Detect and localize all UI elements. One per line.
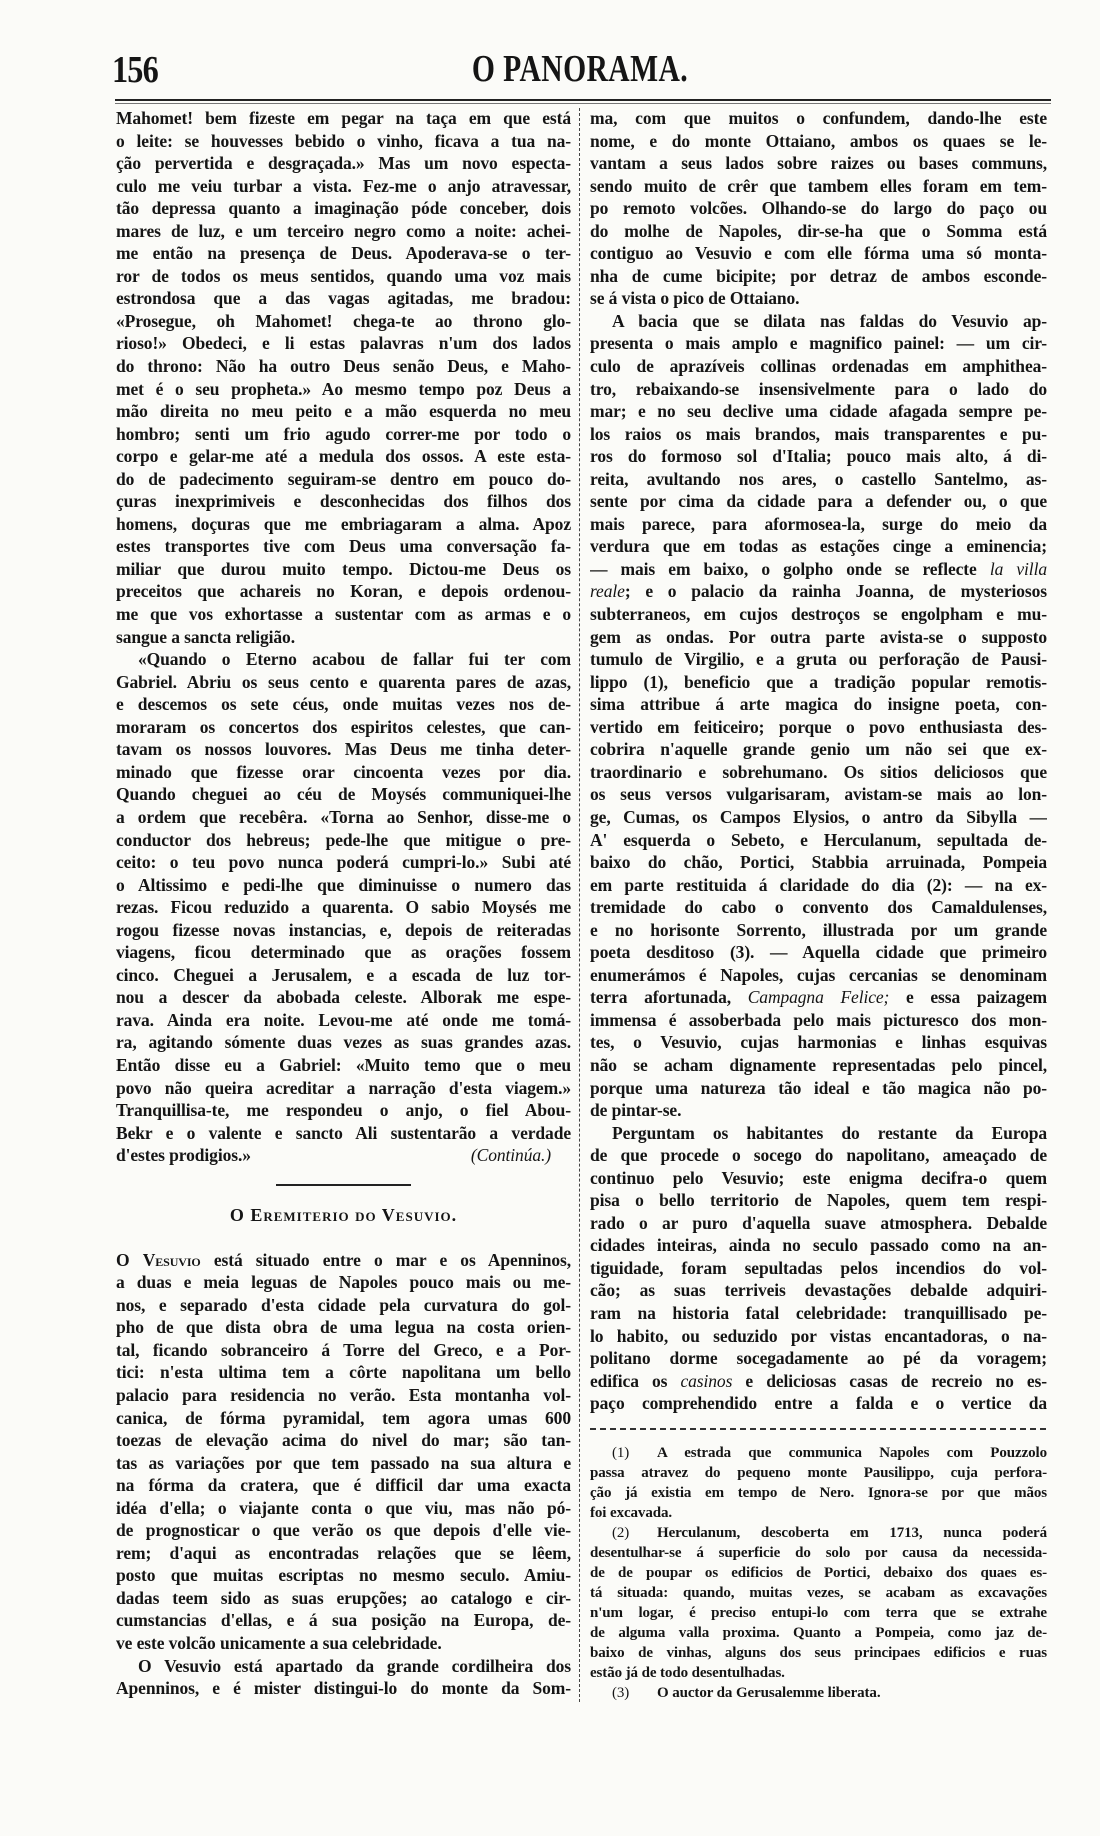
text-line: miliar que durou muito tempo. Dictou-me Deus os (116, 558, 571, 579)
text-line: tes, o Vesuvio, cujas harmonias e linhas esquivas (590, 1032, 1047, 1053)
text-line: gem as ondas. Por outra parte avista-se o supposto (590, 626, 1047, 647)
text-segment: Herculanum, descoberta em 1713, nunca poderá (657, 1525, 1047, 1541)
text-line: a duas e meia leguas de Napoles pouco mais ou me- (116, 1272, 571, 1293)
continued-label: (Continúa.) (470, 1145, 551, 1166)
footnote-line: passa atravez do pequeno monte Pausilippo, cuja perfora- (590, 1465, 1047, 1481)
text-line: os seus versos vulgarisaram, avistam-se mais ao lon- (590, 784, 1047, 805)
text-line: ra, agitando sómente duas vezes as suas grandes azas. (116, 1032, 571, 1053)
paragraph (116, 648, 571, 1167)
text-line: culo de aprazíveis collinas ordenadas em amphithea- (590, 356, 1047, 377)
text-line: ceito: o teu povo nunca poderá cumpri-lo.» Subi até (116, 852, 571, 873)
periodical-title: O PANORAMA. (471, 48, 689, 90)
footnote-line (590, 1443, 1047, 1463)
text-line: cobrira n'aquelle grande genio um não sei que ex- (590, 739, 1047, 760)
text-segment: A estrada que communica Napoles com Pouzzolo (657, 1445, 1047, 1461)
text-line: sangue a sancta religião. (116, 626, 295, 647)
left-column (116, 107, 571, 1700)
text-line: não se acham dignamente representadas pelo pincel, (590, 1054, 1047, 1075)
text-line: Então disse eu a Gabriel: «Muito temo que o meu (116, 1054, 571, 1075)
text-line: nos, e separado d'esta cidade pela curvatura do gol- (116, 1294, 571, 1315)
text-line: homens, doçuras que me embriagaram a alma. Apoz (116, 513, 571, 534)
text-line: tas as variações por que tem passado na sua altura e (116, 1452, 571, 1473)
text-segment: ; e o palacio da rainha Joanna, de mysteriosos (624, 581, 1047, 602)
text-line: ção pervertida e desgraçada.» Mas um novo especta- (116, 153, 571, 174)
text-line: em parte restituida á claridade do dia (2): — na ex- (590, 874, 1047, 895)
text-line: tiguidade, foram sepultadas pelos incendios do vol- (590, 1257, 1047, 1278)
text-line: Perguntam os habitantes do restante da Europa (612, 1122, 1047, 1143)
text-line: ve este volcão unicamente a sua celebridade. (116, 1633, 442, 1653)
text-line: ros do formoso sol d'Italia; pouco mais alto, á di- (590, 446, 1047, 467)
text-line: tão depressa quanto a imaginação póde conceber, dois (116, 198, 571, 219)
text-line: sendo muito de crêr que tambem elles foram em tem- (590, 175, 1047, 196)
text-line: pho de que dista obra de uma legua na costa orien- (116, 1317, 571, 1338)
text-line: «Prosegue, oh Mahomet! chega-te ao throno glo- (116, 310, 571, 331)
previous-story-ending (116, 107, 571, 1167)
text-line: tici: n'esta ultima tem a côrte napolitana um bello (116, 1362, 571, 1383)
footnote-line: de de poupar os edificios de Portici, debaixo dos quaes es- (590, 1565, 1047, 1581)
footnote-line: baixo de vinhas, alguns dos seus principaes edificios e ruas (590, 1645, 1047, 1661)
header-rule (115, 99, 1051, 101)
text-line: moraram os concertos dos espiritos celestes, que can- (116, 716, 571, 737)
text-line: çuras inexprimiveis e desconhecidas dos filhos dos (116, 491, 571, 512)
footnote (590, 1683, 1047, 1703)
text-line: culo me veiu turbar a vista. Fez-me o anjo atravessar, (116, 175, 571, 196)
column-divider (579, 108, 580, 1702)
text-line: rezas. Ficou reduzido a quarenta. O sabio Moysés me (116, 897, 571, 918)
text-line: reita, avultando nos ares, o castello Santelmo, as- (590, 468, 1047, 489)
text-line: A bacia que se dilata nas faldas do Vesuvio ap- (612, 310, 1047, 331)
text-line: baixo do chão, Portici, Stabbia arruinada, Pompeia (590, 852, 1047, 873)
text-line: rado o ar puro d'aquella suave atmosphera. Debalde (590, 1212, 1047, 1233)
footnotes (590, 1443, 1047, 1703)
text-line: traordinario e sobrehumano. Os sitios deliciosos que (590, 761, 1047, 782)
text-segment: edifica os (590, 1370, 681, 1391)
text-line: me que vos exhortasse a sustentar com as armas e o (116, 604, 571, 625)
text-line: minado que fizesse orar cincoenta vezes por dia. (116, 761, 571, 782)
text-line: tumulo de Virgilio, e a gruta ou perforação de Pausi- (590, 649, 1047, 670)
text-line (590, 580, 1047, 603)
text-line: do throno: Não ha outro Deus senão Deus, e Maho- (116, 356, 571, 377)
text-line: presenta o mais amplo e magnifico painel: — um cir- (590, 333, 1047, 354)
text-line: hombro; senti um frio agudo correr-me por todo o (116, 423, 571, 444)
text-line: cinco. Cheguei a Jerusalem, e a escada de luz tor- (116, 964, 571, 985)
article-body-left (116, 1249, 571, 1700)
text-line: toezas de elevação acima do nivel do mar; são tan- (116, 1430, 571, 1451)
footnote-line (590, 1523, 1047, 1543)
text-line: mais parece, para aformosea-la, surge do meio da (590, 513, 1047, 534)
text-line: o Altissimo e pedi-lhe que diminuisse o numero das (116, 874, 571, 895)
text-line: viagens, ficou determinado que as orações fossem (116, 942, 571, 963)
text-line: lippo (1), beneficio que a tradição popular remotis- (590, 671, 1047, 692)
text-line: de que procede o socego do napolitano, ameaçado de (590, 1145, 1047, 1166)
text-line: met é o seu propheta.» Ao mesmo tempo poz Deus a (116, 378, 571, 399)
text-segment: está situado entre o mar e os Apenninos, (200, 1249, 571, 1270)
italic-text: Campagna Felice; (747, 987, 890, 1008)
text-line: mares de luz, e um terceiro negro como a noite: achei- (116, 220, 571, 241)
footnote-line: n'um logar, é preciso entupi-lo com terra que se extrahe (590, 1605, 1047, 1621)
text-line: ror de todos os meus sentidos, quando uma voz mais (116, 265, 571, 286)
footnote-marker: (1) (612, 1445, 630, 1461)
text-line: de pintar-se. (590, 1100, 682, 1121)
text-line: preceitos que achareis no Koran, e depois ordenou- (116, 581, 571, 602)
italic-text: casinos (680, 1370, 733, 1391)
italic-text: reale (590, 581, 625, 602)
text-line: do molhe de Napoles, dir-se-ha que o Somma está (590, 220, 1047, 241)
text-line: nome, e do monte Ottaiano, ambos os quaes se le- (590, 130, 1047, 151)
paragraph (590, 310, 1047, 1122)
text-line: dadas teem sido as suas erupções; ao catalogo e cir- (116, 1587, 571, 1608)
text-line: povo não queira acreditar a narração d'esta viagem.» (116, 1077, 571, 1098)
text-line: poeta desditoso (3). — Aquella cidade que primeiro (590, 942, 1047, 963)
text-line: vertido em feiticeiro; porque o povo enthusiasta des- (590, 716, 1047, 737)
text-line: nou a descer da abobada celeste. Alborak me espe- (116, 987, 571, 1008)
footnote-line: tá situada: quando, muitas vezes, se acabam as excavações (590, 1585, 1047, 1601)
paragraph (116, 107, 571, 648)
text-line: me então na presença de Deus. Apoderava-se o ter- (116, 243, 571, 264)
text-line: «Quando o Eterno acabou de fallar fui ter com (138, 649, 571, 670)
text-line: a ordem que recebêra. «Torna ao Senhor, disse-me o (116, 806, 571, 827)
text-line: O Vesuvio está apartado da grande cordilheira dos (138, 1655, 571, 1676)
text-line (116, 1144, 571, 1167)
paragraph (116, 1249, 571, 1655)
text-line: ge, Cumas, os Campos Elysios, o antro da Sibylla — (590, 806, 1047, 827)
text-line: tremidade do cabo o convento dos Camaldulenses, (590, 897, 1047, 918)
text-line: do de padecimento seguiram-se dentro em pouco do- (116, 468, 571, 489)
text-line: rem; d'aqui as encontradas relações que se lêem, (116, 1542, 571, 1563)
text-line: enumerámos é Napoles, cujas cercanias se denominam (590, 964, 1047, 985)
text-line: lo habito, ou seduzido por vistas encantadoras, o na- (590, 1325, 1047, 1346)
footnote-line: estão já de todo desentulhadas. (590, 1665, 785, 1681)
text-line: sima attribue á arte magica do insigne poeta, con- (590, 694, 1047, 715)
text-line: Apenninos, e é mister distingui-lo do monte da Som- (116, 1678, 571, 1699)
paragraph (590, 107, 1047, 310)
text-line: Quando cheguei ao céu de Moysés communiquei-lhe (116, 784, 571, 805)
text-line: rioso!» Obedeci, e li estas palavras n'um dos lados (116, 333, 571, 354)
text-line: se á vista o pico de Ottaiano. (590, 288, 800, 309)
footnote (590, 1443, 1047, 1523)
small-caps-text: Vesuvio (142, 1249, 201, 1270)
text-line: Mahomet! bem fizeste em pegar na taça em que está (116, 108, 571, 128)
text-line (590, 986, 1047, 1009)
text-line: immensa é assoberbada pelo mais picturesco dos mon- (590, 1009, 1047, 1030)
text-line (590, 1370, 1047, 1393)
text-line: conductor dos hebreus; pede-lhe que mitigue o pre- (116, 829, 571, 850)
text-line: canica, de fórma pyramidal, tem agora umas 600 (116, 1407, 571, 1428)
text-line: cumstancias d'ellas, e á sua posição na Europa, de- (116, 1610, 571, 1631)
text-line: nha de cume bicipite; por detraz de ambos esconde- (590, 265, 1047, 286)
text-segment: e deliciosas casas de recreio no es- (732, 1370, 1047, 1391)
text-line: mar; e no seu declive uma cidade afagada sempre pe- (590, 401, 1047, 422)
text-line: po remoto volcões. Olhando-se do largo do paço ou (590, 198, 1047, 219)
text-line: los raios os mais brandos, mais transparentes e pu- (590, 423, 1047, 444)
text-line: estrondosa que a das vagas agitadas, me bradou: (116, 288, 571, 309)
text-line: paço comprehendido entre a falda e o vertice da (590, 1393, 1047, 1414)
text-segment: e essa paizagem (889, 987, 1047, 1008)
text-segment: d'estes prodigios.» (116, 1145, 251, 1166)
text-line: Tranquillisa-te, me respondeu o anjo, o fiel Abou- (116, 1100, 571, 1121)
text-line: contiguo ao Vesuvio e com elle fórma uma só monta- (590, 243, 1047, 264)
text-segment: O auctor da Gerusalemme liberata. (657, 1685, 881, 1701)
text-line: rogou fizesse novas instancias, e, depois de reiteradas (116, 919, 571, 940)
text-line: rava. Ainda era noite. Levou-me até onde me tomá- (116, 1009, 571, 1030)
text-line: A' esquerda o Sebeto, e Herculanum, sepultada de- (590, 829, 1047, 850)
section-separator-rule (276, 1184, 411, 1186)
text-line: Bekr e o valente e sancto Ali sustentarão a verdade (116, 1122, 571, 1143)
paragraph (116, 1655, 571, 1700)
text-line: na fórma da cratera, que é difficil dar uma exacta (116, 1475, 571, 1496)
text-line: tro, rebaixando-se insensivelmente para o lado do (590, 378, 1047, 399)
header-rule-thin (115, 103, 1051, 104)
article-body-right (590, 107, 1047, 1415)
text-line: verdura que em todas as estações cinge a eminencia; (590, 536, 1047, 557)
footnote-line: foi excavada. (590, 1505, 673, 1521)
text-line: Gabriel. Abriu os seus cento e quarenta pares de azas, (116, 671, 571, 692)
text-line: palacio para residencia no verão. Esta montanha vol- (116, 1384, 571, 1405)
text-line: e descemos os sete céus, onde muitas vezes nos de- (116, 694, 571, 715)
text-line: ma, com que muitos o confundem, dando-lhe este (590, 108, 1047, 128)
text-segment: O (116, 1249, 143, 1270)
text-segment: — mais em baixo, o golpho onde se reflecte (590, 558, 990, 579)
footnote (590, 1523, 1047, 1683)
text-line: sente por cima da cidade para a defender ou, o que (590, 491, 1047, 512)
text-line (116, 1249, 571, 1272)
text-line: subterraneos, em cujos destroços se engolpham e mu- (590, 604, 1047, 625)
text-line: porque uma natureza tão ideal e tão magica não po- (590, 1077, 1047, 1098)
footnote-line (590, 1683, 1047, 1703)
footnote-line: ção já existia em tempo de Nero. Ignora-se por que mãos (590, 1485, 1047, 1501)
text-line: o leite: se houvesses bebido o vinho, ficava a tua na- (116, 130, 571, 151)
text-segment: terra afortunada, (590, 987, 748, 1008)
text-line: pisa o bello territorio de Napoles, quem tem respi- (590, 1190, 1047, 1211)
text-line: idéa d'ella; o viajante conta o que viu, mas não pó- (116, 1497, 571, 1518)
article-title: O Eremiterio do Vesuvio. (229, 1204, 458, 1225)
footnote-marker: (3) (612, 1685, 630, 1701)
paragraph (590, 1122, 1047, 1415)
text-line: corpo e gelar-me até a medula dos ossos. A este esta- (116, 446, 571, 467)
footnote-marker: (2) (612, 1525, 630, 1541)
text-line: estes transportes tive com Deus uma conversação fa- (116, 536, 571, 557)
text-line: e no horisonte Sorrento, illustrada por um grande (590, 919, 1047, 940)
text-line: de prognosticar o que verão os que depois d'elle vie- (116, 1520, 571, 1541)
text-line: posto que muitas escriptas no mesmo seculo. Amiu- (116, 1565, 571, 1586)
text-line: politano dorme socegadamente ao pé da voragem; (590, 1348, 1047, 1369)
text-line: vantam a seus lados sobre raizes ou bases communs, (590, 153, 1047, 174)
text-line: mão direita no meu peito e a mão esquerda no meu (116, 401, 571, 422)
footnote-rule (590, 1428, 1046, 1430)
footnote-line: de alguma valla proxima. Quanto a Pompeia, como jaz de- (590, 1625, 1047, 1641)
text-line: ram na historia fatal celebridade: tranquillisado pe- (590, 1302, 1047, 1323)
text-line: cão; as suas terriveis devastações debalde adquiri- (590, 1280, 1047, 1301)
text-line (590, 558, 1047, 581)
text-line: cidades inteiras, ainda no seculo passado como na an- (590, 1235, 1047, 1256)
right-column (590, 107, 1047, 1415)
text-line: tal, ficando sobranceiro á Torre del Greco, e a Por- (116, 1339, 571, 1360)
page-number: 156 (112, 49, 158, 91)
footnote-line: desentulhar-se á superficie do solo por causa da necessida- (590, 1545, 1047, 1561)
text-line: continuo pelo Vesuvio; este enigma decifra-o quem (590, 1167, 1047, 1188)
text-line: tavam os nossos louvores. Mas Deus me tinha deter- (116, 739, 571, 760)
italic-text: la villa (989, 558, 1047, 579)
